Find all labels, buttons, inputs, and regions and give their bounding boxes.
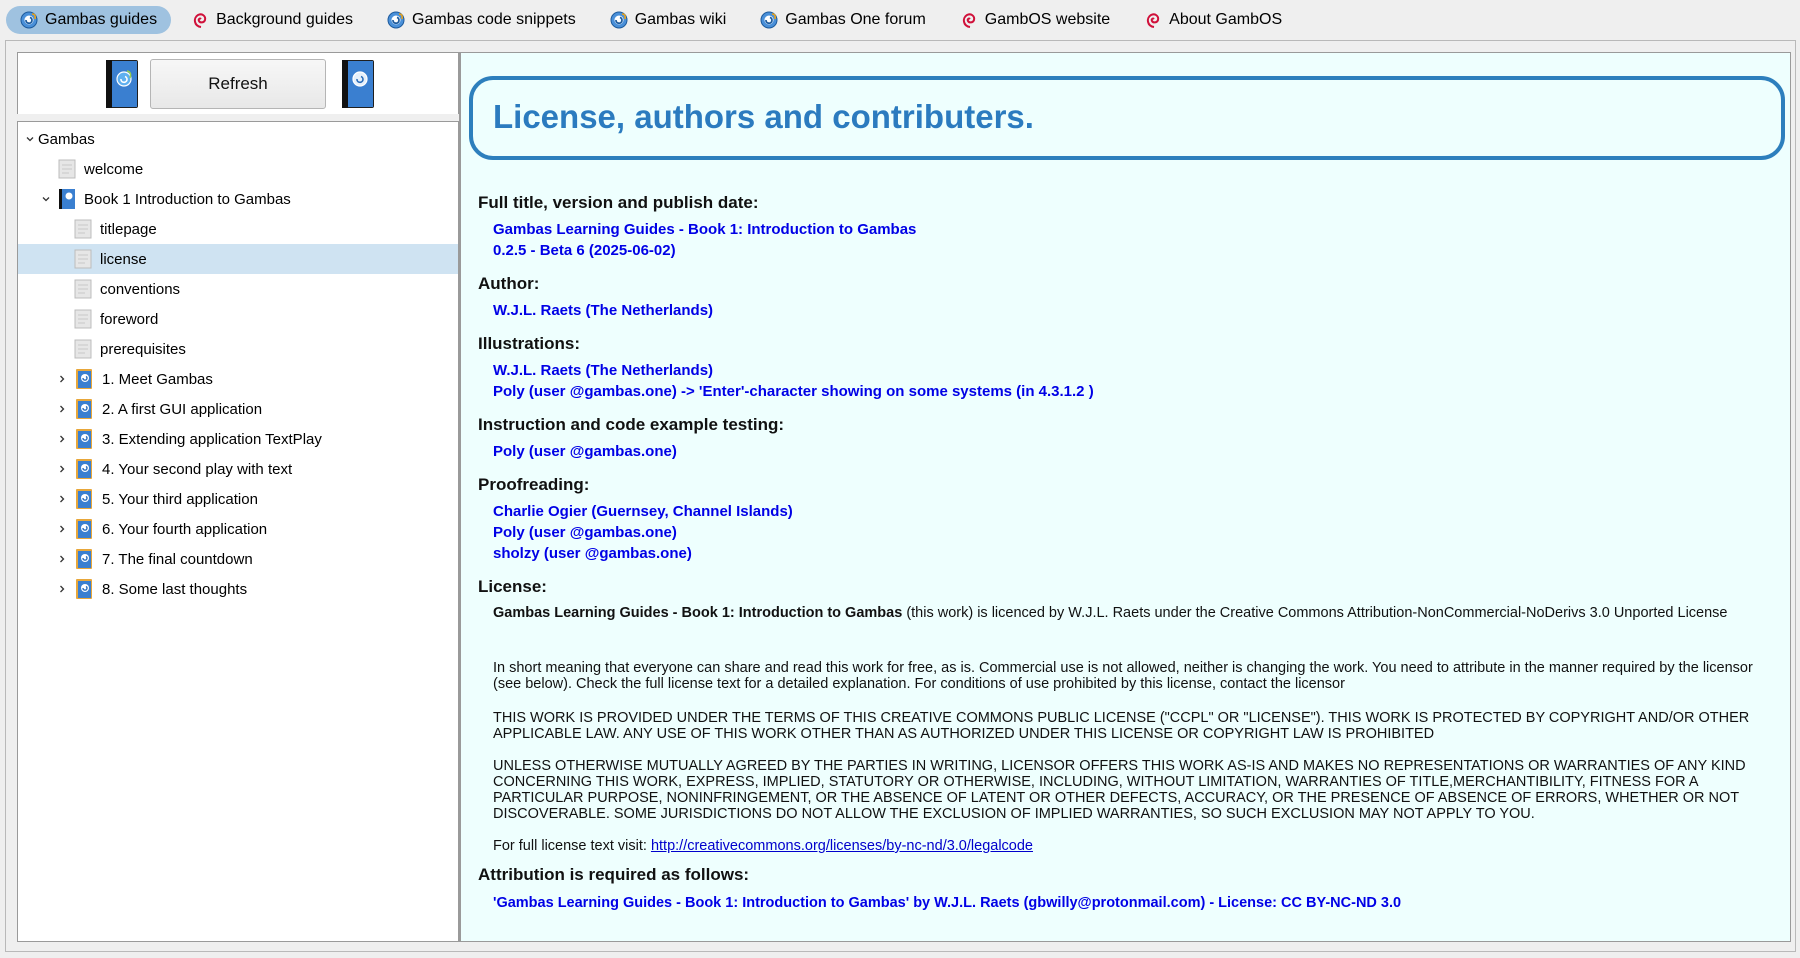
tree-item-chapter[interactable] — [18, 364, 458, 394]
chevron-right-icon[interactable] — [56, 493, 68, 505]
tree-item-label: welcome — [84, 160, 144, 178]
book-icon — [338, 97, 376, 112]
tree-item-chapter[interactable] — [18, 484, 458, 514]
proofreading-item: Charlie Ogier (Guernsey, Channel Islands) — [493, 503, 793, 520]
tree-item-label: 8. Some last thoughts — [102, 580, 248, 598]
tree-item-label: 7. The final countdown — [102, 550, 253, 568]
tab-label: GambOS website — [984, 11, 1111, 28]
chevron-right-icon[interactable] — [56, 463, 68, 475]
tab-gambas-wiki[interactable] — [596, 6, 741, 34]
tab-gambas-code-snippets[interactable] — [373, 6, 590, 34]
attribution-value: 'Gambas Learning Guides - Book 1: Introduction to Gambas' by W.J.L. Raets (gbwilly@protonmail.com) - License: CC BY-NC-ND 3.0 — [493, 895, 1402, 911]
gambas-logo-icon — [610, 11, 628, 29]
full-title-value: Gambas Learning Guides - Book 1: Introduction to Gambas — [493, 221, 917, 238]
tree-item-welcome[interactable] — [18, 154, 458, 184]
tree-item-chapter[interactable] — [18, 454, 458, 484]
license-paragraph — [493, 605, 1783, 621]
chevron-down-icon[interactable] — [40, 193, 52, 205]
swirl-icon — [1144, 11, 1162, 29]
full-title-heading: Full title, version and publish date: — [478, 193, 759, 212]
tree-item-chapter[interactable] — [18, 424, 458, 454]
book-icon — [58, 188, 76, 210]
attribution-heading: Attribution is required as follows: — [478, 865, 750, 884]
tree-item-label: conventions — [100, 280, 181, 298]
gambas-logo-icon — [760, 11, 778, 29]
tab-about-gambos[interactable] — [1130, 6, 1296, 34]
chapter-icon — [74, 428, 94, 450]
tree-item-titlepage[interactable] — [18, 214, 458, 244]
full-license-link[interactable]: http://creativecommons.org/licenses/by-nc-nd/3.0/legalcode — [650, 838, 1033, 854]
page-icon — [74, 219, 92, 239]
page-title-box — [469, 76, 1785, 160]
swirl-icon — [960, 11, 978, 29]
tree-item-chapter[interactable] — [18, 574, 458, 604]
tree-item-label: prerequisites — [100, 340, 186, 358]
page-icon — [74, 249, 92, 269]
chevron-right-icon[interactable] — [56, 433, 68, 445]
author-value: W.J.L. Raets (The Netherlands) — [493, 302, 714, 319]
terms-paragraph: THIS WORK IS PROVIDED UNDER THE TERMS OF THIS CREATIVE COMMONS PUBLIC LICENSE ("CCPL" OR "LICENSE"). THIS WORK IS PROTECTED BY COPYRIGHT AND/OR OTHER APPLICABLE LAW. ANY USE OF THIS WORK OTHER THAN AS AUTHORIZED UNDER THIS LICENSE OR COPYRIGHT LAW IS PROHIBITED — [493, 710, 1750, 742]
tree-item-label: 2. A first GUI application — [102, 400, 263, 418]
refresh-button[interactable]: Refresh — [150, 59, 326, 109]
illustrations-item: W.J.L. Raets (The Netherlands) — [493, 362, 714, 379]
testing-heading: Instruction and code example testing: — [478, 415, 785, 434]
tree-item-chapter[interactable] — [18, 394, 458, 424]
chevron-right-icon[interactable] — [56, 373, 68, 385]
tree-item-label: titlepage — [100, 220, 157, 238]
tree-item-label: license — [100, 250, 147, 268]
chevron-down-icon[interactable] — [24, 133, 36, 145]
proofreading-item: Poly (user @gambas.one) — [493, 524, 677, 541]
tree-item-chapter[interactable] — [18, 544, 458, 574]
tree-item-license[interactable] — [18, 244, 458, 274]
license-heading: License: — [478, 577, 547, 596]
page-title: License, authors and contributers. — [493, 98, 1034, 135]
tab-gambos-website[interactable] — [946, 6, 1124, 34]
tab-background-guides[interactable] — [177, 6, 367, 34]
page-icon — [58, 159, 76, 179]
gambas-logo-icon — [20, 11, 38, 29]
tree-item-label: Book 1 Introduction to Gambas — [84, 190, 291, 208]
navigation-toolbar — [17, 52, 459, 114]
tab-gambas-guides[interactable] — [6, 6, 171, 34]
illustrations-item: Poly (user @gambas.one) -> 'Enter'-character showing on some systems (in 4.3.1.2 ) — [493, 383, 1094, 400]
full-license-paragraph — [493, 838, 1783, 854]
tree-item-label: 6. Your fourth application — [102, 520, 268, 538]
chapter-icon — [74, 518, 94, 540]
tab-label: Gambas guides — [45, 11, 158, 28]
tree-item-foreword[interactable] — [18, 304, 458, 334]
illustrations-heading: Illustrations: — [478, 334, 581, 353]
swirl-icon — [191, 11, 209, 29]
author-heading: Author: — [478, 274, 540, 293]
license-work-title: Gambas Learning Guides - Book 1: Introduction to Gambas — [493, 605, 903, 621]
chevron-right-icon[interactable] — [56, 583, 68, 595]
tree-item-prerequisites[interactable] — [18, 334, 458, 364]
tree-item-label: 5. Your third application — [102, 490, 258, 508]
tab-gambas-one-forum[interactable] — [746, 6, 940, 34]
tree-item-label: foreword — [100, 310, 159, 328]
chevron-right-icon[interactable] — [56, 553, 68, 565]
tree-item-gambas[interactable] — [18, 124, 458, 154]
chapter-icon — [74, 368, 94, 390]
page-icon — [74, 309, 92, 329]
navigation-pane — [17, 52, 459, 942]
chapter-icon — [74, 488, 94, 510]
tab-label: Gambas wiki — [634, 11, 727, 28]
proofreading-heading: Proofreading: — [478, 475, 590, 494]
content-pane — [459, 52, 1791, 942]
chevron-right-icon[interactable] — [56, 403, 68, 415]
chapter-icon — [74, 398, 94, 420]
tree-item-conventions[interactable] — [18, 274, 458, 304]
tree-item-label: 3. Extending application TextPlay — [102, 430, 322, 448]
tree-item-book1[interactable] — [18, 184, 458, 214]
tab-label: Gambas One forum — [785, 11, 926, 28]
tab-label: About GambOS — [1169, 11, 1283, 28]
tree-item-label: Gambas — [38, 130, 95, 148]
tree-item-label: 4. Your second play with text — [102, 460, 293, 478]
previous-book-button[interactable] — [102, 59, 140, 109]
chapter-icon — [74, 578, 94, 600]
gambas-logo-icon — [387, 11, 405, 29]
tab-label: Gambas code snippets — [412, 11, 576, 28]
disclaimer-paragraph: UNLESS OTHERWISE MUTUALLY AGREED BY THE PARTIES IN WRITING, LICENSOR OFFERS THIS WORK AS-IS AND MAKES NO REPRESENTATIONS OR WARRANTIES OF ANY KIND CONCERNING THIS WORK, EXPRESS, IMPLIED, STATUTORY OR OTHERWISE, INCLUDING, WITHOUT LIMITATION, WARRANTIES OF TITLE,MERCHANTIBILITY, FITNESS FOR A PARTICULAR PURPOSE, NONINFRINGEMENT, OR THE ABSENCE OF LATENT OR OTHER DEFECTS, ACCURACY, OR THE PRESENCE OF ABSENCE OF ERRORS, WHETHER OR NOT DISCOVERABLE. SOME JURISDICTIONS DO NOT ALLOW THE EXCLUSION OF IMPLIED WARRANTIES, SO SUCH EXCLUSION MAY NOT APPLY TO YOU. — [493, 758, 1746, 822]
version-value: 0.2.5 - Beta 6 (2025-06-02) — [493, 242, 676, 259]
tab-label: Background guides — [216, 11, 354, 28]
tree-item-chapter[interactable] — [18, 514, 458, 544]
testing-value: Poly (user @gambas.one) — [493, 443, 677, 460]
book-icon — [102, 97, 140, 112]
main-frame — [5, 40, 1796, 952]
chapter-icon — [74, 458, 94, 480]
page-icon — [74, 339, 92, 359]
book-tree — [17, 121, 459, 942]
tree-item-label: 1. Meet Gambas — [102, 370, 213, 388]
short-meaning-paragraph: In short meaning that everyone can share and read this work for free, as is. Commercial use is not allowed, neither is changing the work. You need to attribute in the manner required by the licensor (see below). Check the full license text for a detailed explanation. For conditions of use prohibited by this license, contact the licensor — [493, 660, 1753, 692]
top-tab-bar — [0, 0, 1800, 40]
chapter-icon — [74, 548, 94, 570]
license-text: (this work) is licenced by W.J.L. Raets under the Creative Commons Attribution-NonCommercial-NoDerivs 3.0 Unported License — [906, 605, 1728, 621]
full-license-prefix: For full license text visit: — [493, 838, 647, 854]
proofreading-item: sholzy (user @gambas.one) — [493, 545, 692, 562]
chevron-right-icon[interactable] — [56, 523, 68, 535]
next-book-button[interactable] — [338, 59, 376, 109]
page-icon — [74, 279, 92, 299]
